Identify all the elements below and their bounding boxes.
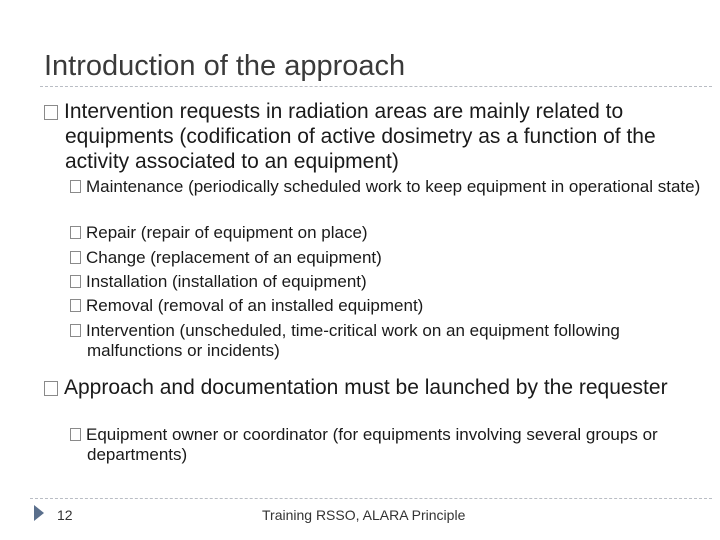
bullet-1-text: Intervention requests in radiation areas are mainly related to equipments (codification of active dosimetry as a function of the activity associated to an equipment)	[64, 100, 656, 173]
slide-title: Introduction of the approach	[44, 50, 406, 82]
sub-bullet-1-3	[70, 248, 707, 268]
sub-bullet-2-1-text: Equipment owner or coordinator (for equipments involving several groups or departments)	[86, 425, 658, 464]
bullet-box-icon	[70, 226, 81, 239]
sub-bullet-1-5-text: Removal (removal of an installed equipment)	[86, 296, 424, 315]
bullet-box-icon	[44, 105, 58, 120]
bullet-box-icon	[70, 324, 81, 337]
sub-bullet-1-1-text: Maintenance (periodically scheduled work to keep equipment in operational state)	[86, 177, 701, 196]
play-arrow-icon	[34, 505, 44, 521]
bullet-box-icon	[70, 299, 81, 312]
bullet-1	[44, 99, 715, 174]
bullet-2	[44, 375, 715, 400]
bullet-box-icon	[44, 381, 58, 396]
bullet-2-text: Approach and documentation must be launched by the requester	[64, 376, 668, 399]
sub-bullet-1-5	[70, 296, 707, 316]
sub-bullet-1-6	[70, 321, 707, 361]
bullet-box-icon	[70, 180, 81, 193]
sub-bullet-1-4-text: Installation (installation of equipment)	[86, 272, 367, 291]
bullet-box-icon	[70, 251, 81, 264]
sub-bullet-1-4	[70, 272, 707, 292]
title-divider	[40, 86, 712, 87]
sub-bullet-1-1	[70, 177, 707, 197]
sub-bullet-1-2-text: Repair (repair of equipment on place)	[86, 223, 368, 242]
page-number: 12	[57, 507, 73, 523]
sub-bullet-1-6-text: Intervention (unscheduled, time-critical work on an equipment following malfunctions or incidents)	[86, 321, 620, 360]
sub-bullet-1-2	[70, 223, 707, 243]
bullet-box-icon	[70, 275, 81, 288]
sub-bullet-2-1	[70, 425, 707, 465]
bullet-box-icon	[70, 428, 81, 441]
footer-divider	[30, 498, 712, 499]
footer-text: Training RSSO, ALARA Principle	[262, 507, 466, 523]
sub-bullet-1-3-text: Change (replacement of an equipment)	[86, 248, 382, 267]
